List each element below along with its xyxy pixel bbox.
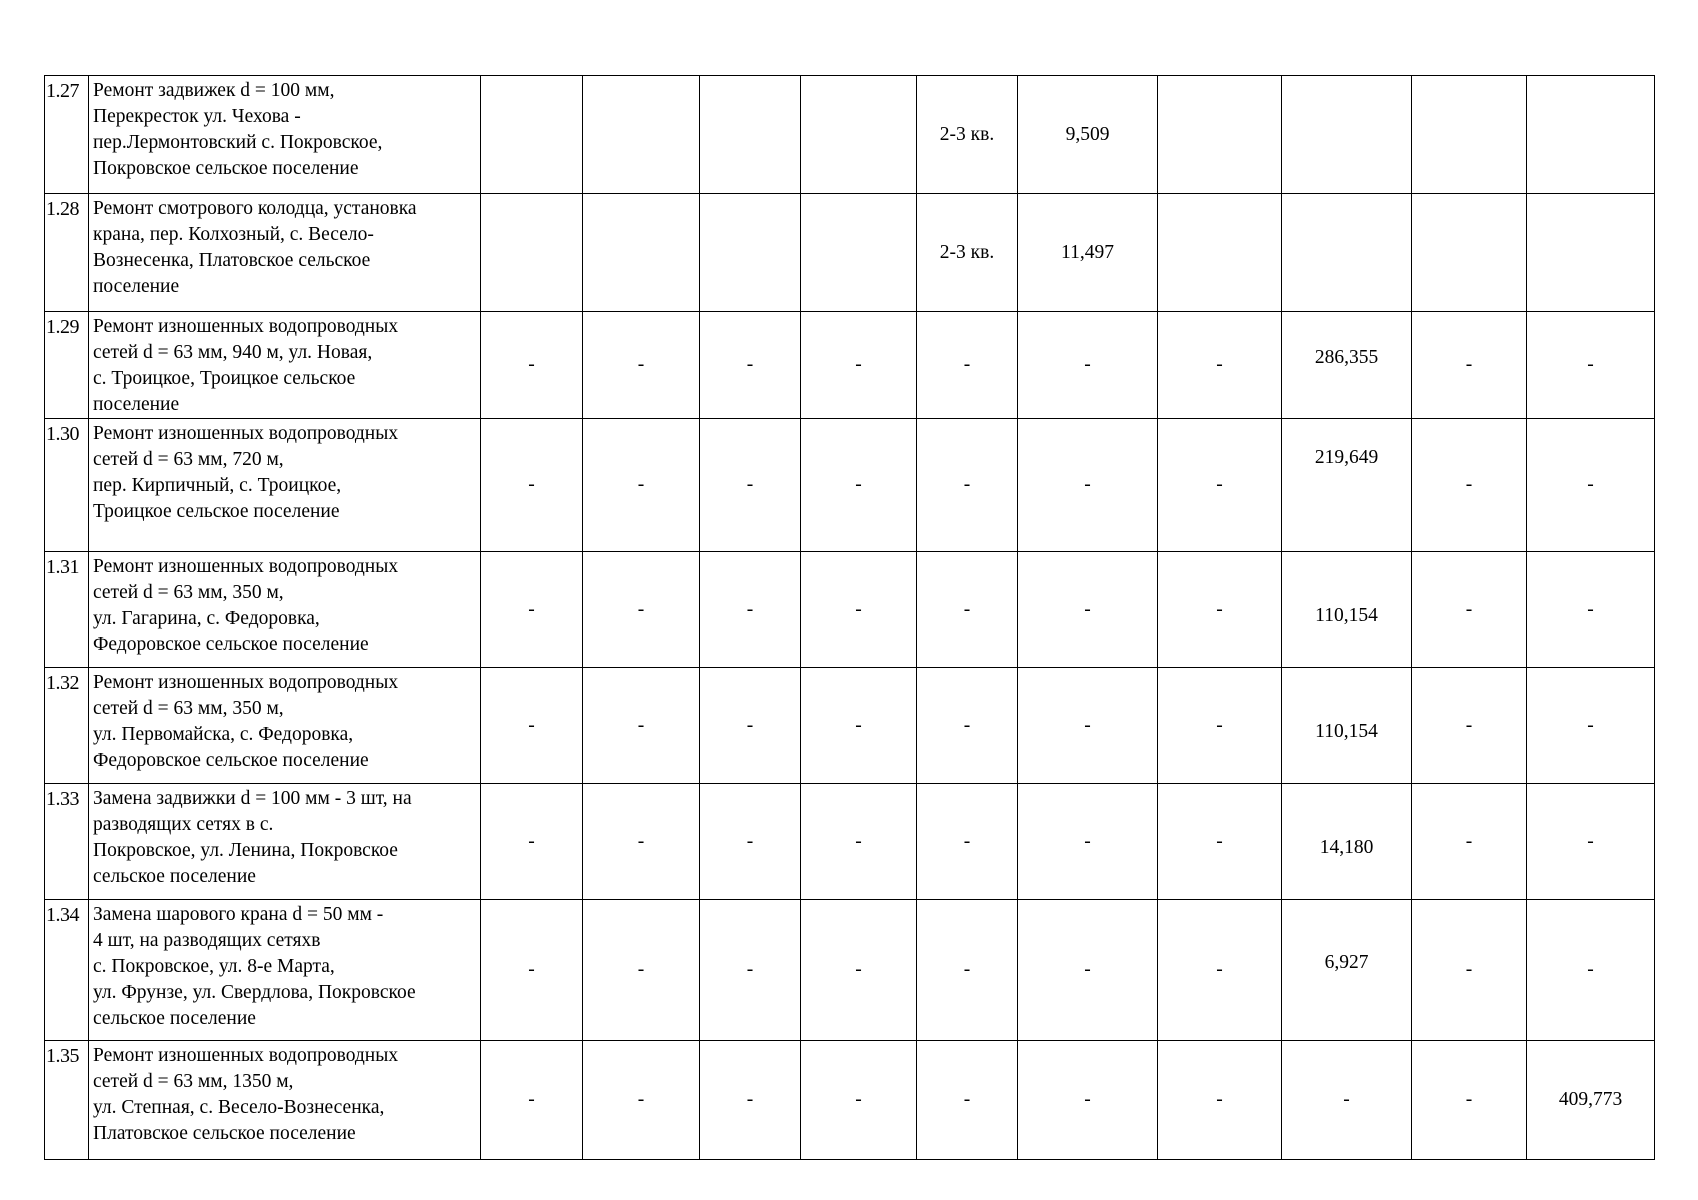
row-number: 1.27 <box>45 76 89 194</box>
value-cell: 11,497 <box>1018 194 1158 312</box>
value-cell: 2-3 кв. <box>917 194 1018 312</box>
value-cell: - <box>1527 552 1655 668</box>
value-cell: - <box>801 419 917 552</box>
value-cell: - <box>1018 900 1158 1041</box>
value-cell: - <box>700 900 801 1041</box>
value-cell: - <box>801 312 917 419</box>
value-cell: - <box>481 419 583 552</box>
value-cell <box>1282 194 1412 312</box>
row-description: Ремонт изношенных водопроводных сетей d = 63 мм, 1350 м, ул. Степная, с. Весело-Вознесенка, Платовское сельское поселение <box>89 1041 481 1160</box>
value-cell: - <box>1412 668 1527 784</box>
row-description: Замена задвижки d = 100 мм - 3 шт, на разводящих сетях в с. Покровское, ул. Ленина, Покровское сельское поселение <box>89 784 481 900</box>
value-cell: - <box>1018 784 1158 900</box>
table-row <box>45 419 1655 552</box>
value-cell: - <box>1158 1041 1282 1160</box>
value-cell: - <box>1018 1041 1158 1160</box>
value-cell: - <box>1412 419 1527 552</box>
value-cell: - <box>917 419 1018 552</box>
value-cell <box>1527 194 1655 312</box>
row-description: Ремонт задвижек d = 100 мм, Перекресток ул. Чехова - пер.Лермонтовский с. Покровское, Покровское сельское поселение <box>89 76 481 194</box>
row-description: Ремонт смотрового колодца, установка крана, пер. Колхозный, с. Весело- Вознесенка, Платовское сельское поселение <box>89 194 481 312</box>
value-cell: - <box>1158 552 1282 668</box>
value-cell: 219,649 <box>1282 419 1412 552</box>
value-cell: 14,180 <box>1282 784 1412 900</box>
value-cell: 409,773 <box>1527 1041 1655 1160</box>
value-cell: - <box>801 668 917 784</box>
value-cell: - <box>1158 784 1282 900</box>
value-cell: - <box>1158 312 1282 419</box>
value-cell: - <box>1018 419 1158 552</box>
row-number: 1.31 <box>45 552 89 668</box>
value-cell: - <box>917 668 1018 784</box>
value-cell: - <box>917 552 1018 668</box>
value-cell: - <box>481 312 583 419</box>
value-cell: - <box>1282 1041 1412 1160</box>
value-cell: 110,154 <box>1282 668 1412 784</box>
value-cell: - <box>1412 784 1527 900</box>
table-row <box>45 1041 1655 1160</box>
value-cell: - <box>583 1041 700 1160</box>
value-cell: - <box>1158 668 1282 784</box>
value-cell <box>700 194 801 312</box>
value-cell <box>1158 76 1282 194</box>
value-cell: - <box>583 312 700 419</box>
table-row <box>45 194 1655 312</box>
row-description: Ремонт изношенных водопроводных сетей d = 63 мм, 350 м, ул. Гагарина, с. Федоровка, Федоровское сельское поселение <box>89 552 481 668</box>
value-cell <box>801 76 917 194</box>
row-number: 1.30 <box>45 419 89 552</box>
value-cell <box>583 76 700 194</box>
value-cell: - <box>1527 312 1655 419</box>
value-cell: - <box>700 668 801 784</box>
document-page <box>44 75 1654 1160</box>
value-cell <box>1158 194 1282 312</box>
value-cell: - <box>583 668 700 784</box>
value-cell: - <box>583 784 700 900</box>
row-number: 1.33 <box>45 784 89 900</box>
value-cell: - <box>1412 312 1527 419</box>
row-description: Ремонт изношенных водопроводных сетей d = 63 мм, 720 м, пер. Кирпичный, с. Троицкое, Троицкое сельское поселение <box>89 419 481 552</box>
value-cell: - <box>1412 1041 1527 1160</box>
value-cell: - <box>583 419 700 552</box>
value-cell: - <box>583 552 700 668</box>
value-cell: - <box>1527 784 1655 900</box>
table-row <box>45 784 1655 900</box>
value-cell: - <box>481 784 583 900</box>
value-cell <box>1412 76 1527 194</box>
table-row <box>45 668 1655 784</box>
works-table <box>44 75 1655 1160</box>
table-row <box>45 552 1655 668</box>
row-number: 1.35 <box>45 1041 89 1160</box>
value-cell: - <box>583 900 700 1041</box>
value-cell: - <box>917 1041 1018 1160</box>
value-cell: - <box>1527 419 1655 552</box>
row-number: 1.29 <box>45 312 89 419</box>
value-cell: - <box>1412 552 1527 668</box>
value-cell <box>1412 194 1527 312</box>
value-cell <box>700 76 801 194</box>
value-cell: - <box>1158 900 1282 1041</box>
row-description: Замена шарового крана d = 50 мм - 4 шт, на разводящих сетяхв с. Покровское, ул. 8-е Марта, ул. Фрунзе, ул. Свердлова, Покровское сельское поселение <box>89 900 481 1041</box>
value-cell: - <box>1158 419 1282 552</box>
value-cell: - <box>1018 668 1158 784</box>
value-cell: - <box>700 1041 801 1160</box>
table-row <box>45 312 1655 419</box>
value-cell: - <box>700 784 801 900</box>
value-cell: 286,355 <box>1282 312 1412 419</box>
table-row <box>45 900 1655 1041</box>
value-cell <box>1282 76 1412 194</box>
row-description: Ремонт изношенных водопроводных сетей d = 63 мм, 940 м, ул. Новая, с. Троицкое, Троицкое сельское поселение <box>89 312 481 419</box>
value-cell: - <box>1527 668 1655 784</box>
value-cell: - <box>481 900 583 1041</box>
value-cell: 110,154 <box>1282 552 1412 668</box>
value-cell: - <box>917 900 1018 1041</box>
value-cell <box>583 194 700 312</box>
value-cell: - <box>1018 552 1158 668</box>
value-cell: - <box>801 1041 917 1160</box>
value-cell <box>481 194 583 312</box>
value-cell: - <box>1018 312 1158 419</box>
value-cell: - <box>700 419 801 552</box>
value-cell: - <box>481 1041 583 1160</box>
value-cell <box>1527 76 1655 194</box>
value-cell: 2-3 кв. <box>917 76 1018 194</box>
value-cell: - <box>1412 900 1527 1041</box>
value-cell: - <box>801 552 917 668</box>
value-cell: - <box>917 312 1018 419</box>
value-cell: 6,927 <box>1282 900 1412 1041</box>
value-cell: 9,509 <box>1018 76 1158 194</box>
table-row <box>45 76 1655 194</box>
value-cell <box>801 194 917 312</box>
value-cell: - <box>700 312 801 419</box>
row-description: Ремонт изношенных водопроводных сетей d = 63 мм, 350 м, ул. Первомайска, с. Федоровка, Федоровское сельское поселение <box>89 668 481 784</box>
table-body <box>45 76 1655 1160</box>
value-cell: - <box>801 784 917 900</box>
row-number: 1.28 <box>45 194 89 312</box>
value-cell: - <box>917 784 1018 900</box>
value-cell: - <box>481 552 583 668</box>
row-number: 1.34 <box>45 900 89 1041</box>
value-cell <box>481 76 583 194</box>
value-cell: - <box>481 668 583 784</box>
row-number: 1.32 <box>45 668 89 784</box>
value-cell: - <box>801 900 917 1041</box>
value-cell: - <box>1527 900 1655 1041</box>
value-cell: - <box>700 552 801 668</box>
